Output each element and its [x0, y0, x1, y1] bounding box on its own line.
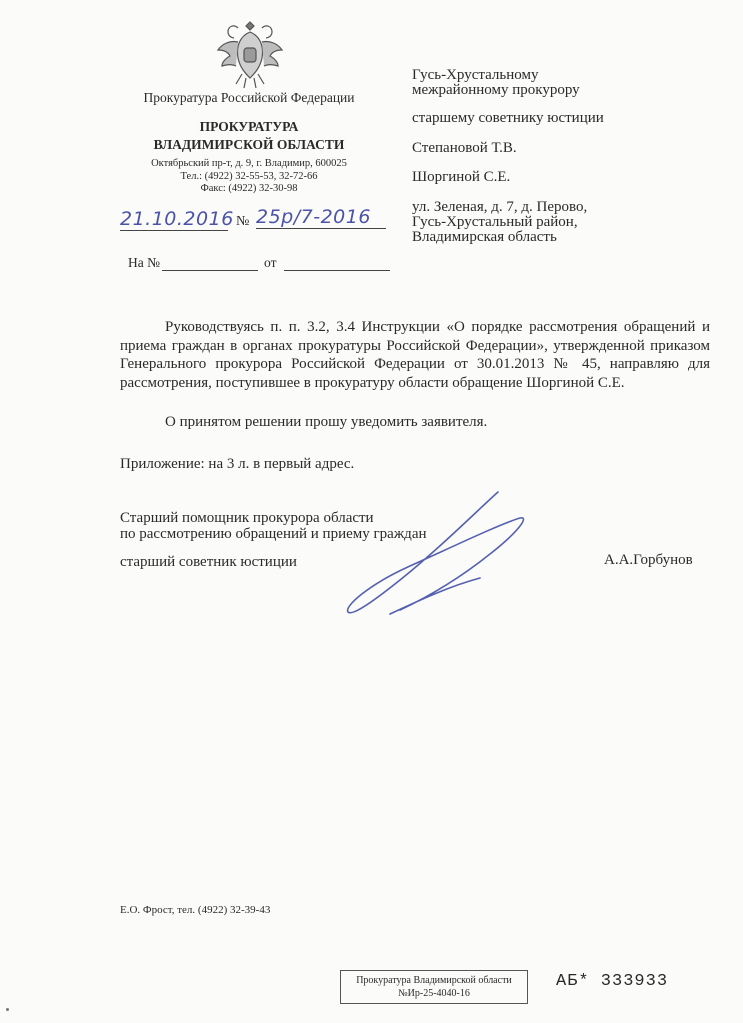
org-address: Октябрьский пр-т, д. 9, г. Владимир, 600025: [151, 158, 347, 169]
registration-stamp: [340, 970, 528, 1004]
org-name-line1: ПРОКУРАТУРА: [199, 119, 299, 134]
ref-date-blank: [284, 258, 390, 271]
recipient-line1: Гусь-Хрустальному: [412, 67, 539, 83]
org-fax: Факс: (4922) 32-30-98: [200, 183, 298, 194]
recipient-line4: Степановой Т.В.: [412, 140, 517, 156]
signer-name: А.А.Горбунов: [604, 552, 693, 568]
org-line: Прокуратура Российской Федерации: [143, 90, 355, 105]
handwritten-number: 25р/7-2016: [256, 206, 386, 229]
attachment-note: Приложение: на 3 л. в первый адрес.: [120, 456, 355, 472]
org-name-line2: ВЛАДИМИРСКОЙ ОБЛАСТИ: [153, 137, 345, 152]
recipient-line8: Владимирская область: [412, 229, 557, 245]
signer-position-line1: Старший помощник прокурора области: [120, 510, 374, 526]
russian-coat-of-arms-icon: [216, 16, 284, 92]
signer-position-line2: по рассмотрению обращений и приему граждан: [120, 526, 427, 542]
recipient-line6: ул. Зеленая, д. 7, д. Перово,: [412, 199, 588, 215]
org-contacts: [118, 158, 380, 196]
handwritten-date: 21.10.2016: [120, 208, 234, 230]
reference-line: [128, 255, 390, 271]
org-phone: Тел.: (4922) 32-55-53, 32-72-66: [180, 170, 318, 182]
handwritten-signature: [330, 488, 540, 628]
recipient-line7: Гусь-Хрустальный район,: [412, 214, 578, 230]
body-paragraph-1: Руководствуясь п. п. 3.2, 3.4 Инструкции «О порядке рассмотрения обращений и приема граждан в органах прокуратуры Российской Федерации», утвержденной приказом Генерального прокурора Российской Федерации от 30.01.2013 № 45, направляю для рассмотрения, поступившее в прокуратуру области обращение Шоргиной С.Е.: [120, 319, 710, 391]
ref-number-blank: [162, 258, 258, 271]
org-name: [118, 118, 380, 154]
signer-rank: старший советник юстиции: [120, 554, 297, 570]
body-paragraph-2: О принятом решении прошу уведомить заявителя.: [165, 414, 488, 430]
recipient-line3: старшему советнику юстиции: [412, 110, 604, 126]
number-label: №: [236, 214, 250, 229]
stamp-line1: Прокуратура Владимирской области: [356, 975, 512, 986]
serial-number: АБ* 333933: [556, 972, 669, 991]
recipient-line2: межрайонному прокурору: [412, 82, 580, 98]
ref-label-from: от: [264, 255, 277, 270]
recipient-line5: Шоргиной С.Е.: [412, 169, 511, 185]
stamp-line2: №Ир-25-4040-16: [398, 988, 470, 999]
scan-mark: [6, 1008, 9, 1011]
ref-label-on: На №: [128, 255, 160, 270]
executor-info: Е.О. Фрост, тел. (4922) 32-39-43: [120, 904, 271, 916]
